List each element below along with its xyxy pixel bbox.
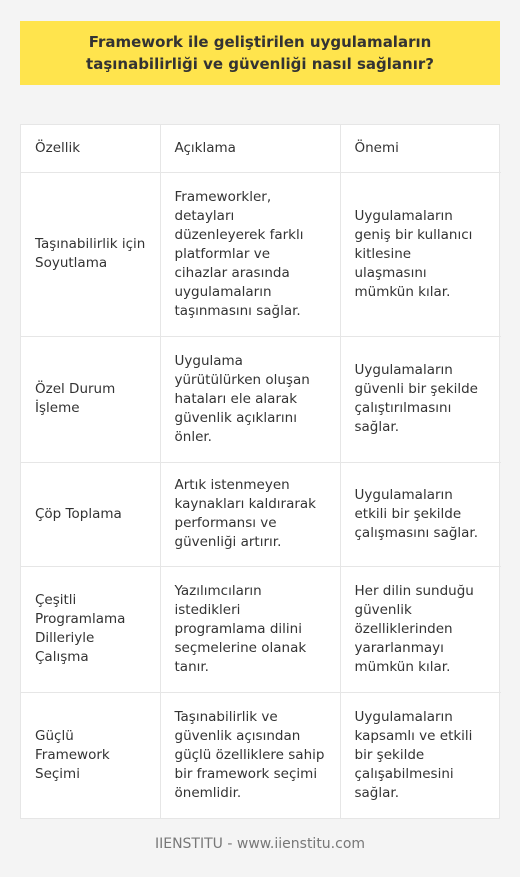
row-description: Yazılımcıların istedikleri programlama dilini seçmelerine olanak tanır. — [160, 566, 340, 692]
title-banner — [20, 21, 500, 85]
row-importance: Her dilin sunduğu güvenlik özelliklerinden yararlanmayı mümkün kılar. — [340, 566, 501, 692]
comparison-table — [20, 124, 500, 819]
row-importance: Uygulamaların güvenli bir şekilde çalıştırılmasını sağlar. — [340, 336, 501, 462]
table-row — [21, 692, 501, 818]
page-title: Framework ile geliştirilen uygulamaların taşınabilirliği ve güvenliği nasıl sağlanır? — [86, 33, 434, 73]
header-importance: Önemi — [340, 125, 501, 172]
row-feature: Çeşitli Programlama Dilleriyle Çalışma — [21, 566, 160, 692]
row-description: Frameworkler, detayları düzenleyerek farklı platformlar ve cihazlar arasında uygulamaların taşınmasını sağlar. — [160, 172, 340, 336]
row-feature: Güçlü Framework Seçimi — [21, 692, 160, 818]
row-description: Uygulama yürütülürken oluşan hataları ele alarak güvenlik açıklarını önler. — [160, 336, 340, 462]
row-importance: Uygulamaların geniş bir kullanıcı kitlesine ulaşmasını mümkün kılar. — [340, 172, 501, 336]
header-feature: Özellik — [21, 125, 160, 172]
row-importance: Uygulamaların etkili bir şekilde çalışmasını sağlar. — [340, 462, 501, 566]
header-description: Açıklama — [160, 125, 340, 172]
row-feature: Çöp Toplama — [21, 462, 160, 566]
row-feature: Taşınabilirlik için Soyutlama — [21, 172, 160, 336]
table-row — [21, 566, 501, 692]
row-importance: Uygulamaların kapsamlı ve etkili bir şekilde çalışabilmesini sağlar. — [354, 708, 473, 801]
table-row — [21, 172, 501, 336]
table-header-row — [21, 125, 501, 172]
row-description: Artık istenmeyen kaynakları kaldırarak performansı ve güvenliği artırır. — [160, 462, 340, 566]
footer-credit: IIENSTITU - www.iienstitu.com — [154, 836, 366, 852]
table-row — [21, 336, 501, 462]
row-feature: Özel Durum İşleme — [21, 336, 160, 462]
row-description: Taşınabilirlik ve güvenlik açısından güçlü özelliklere sahip bir framework seçimi önemlidir. — [160, 692, 340, 818]
table-row — [21, 462, 501, 566]
